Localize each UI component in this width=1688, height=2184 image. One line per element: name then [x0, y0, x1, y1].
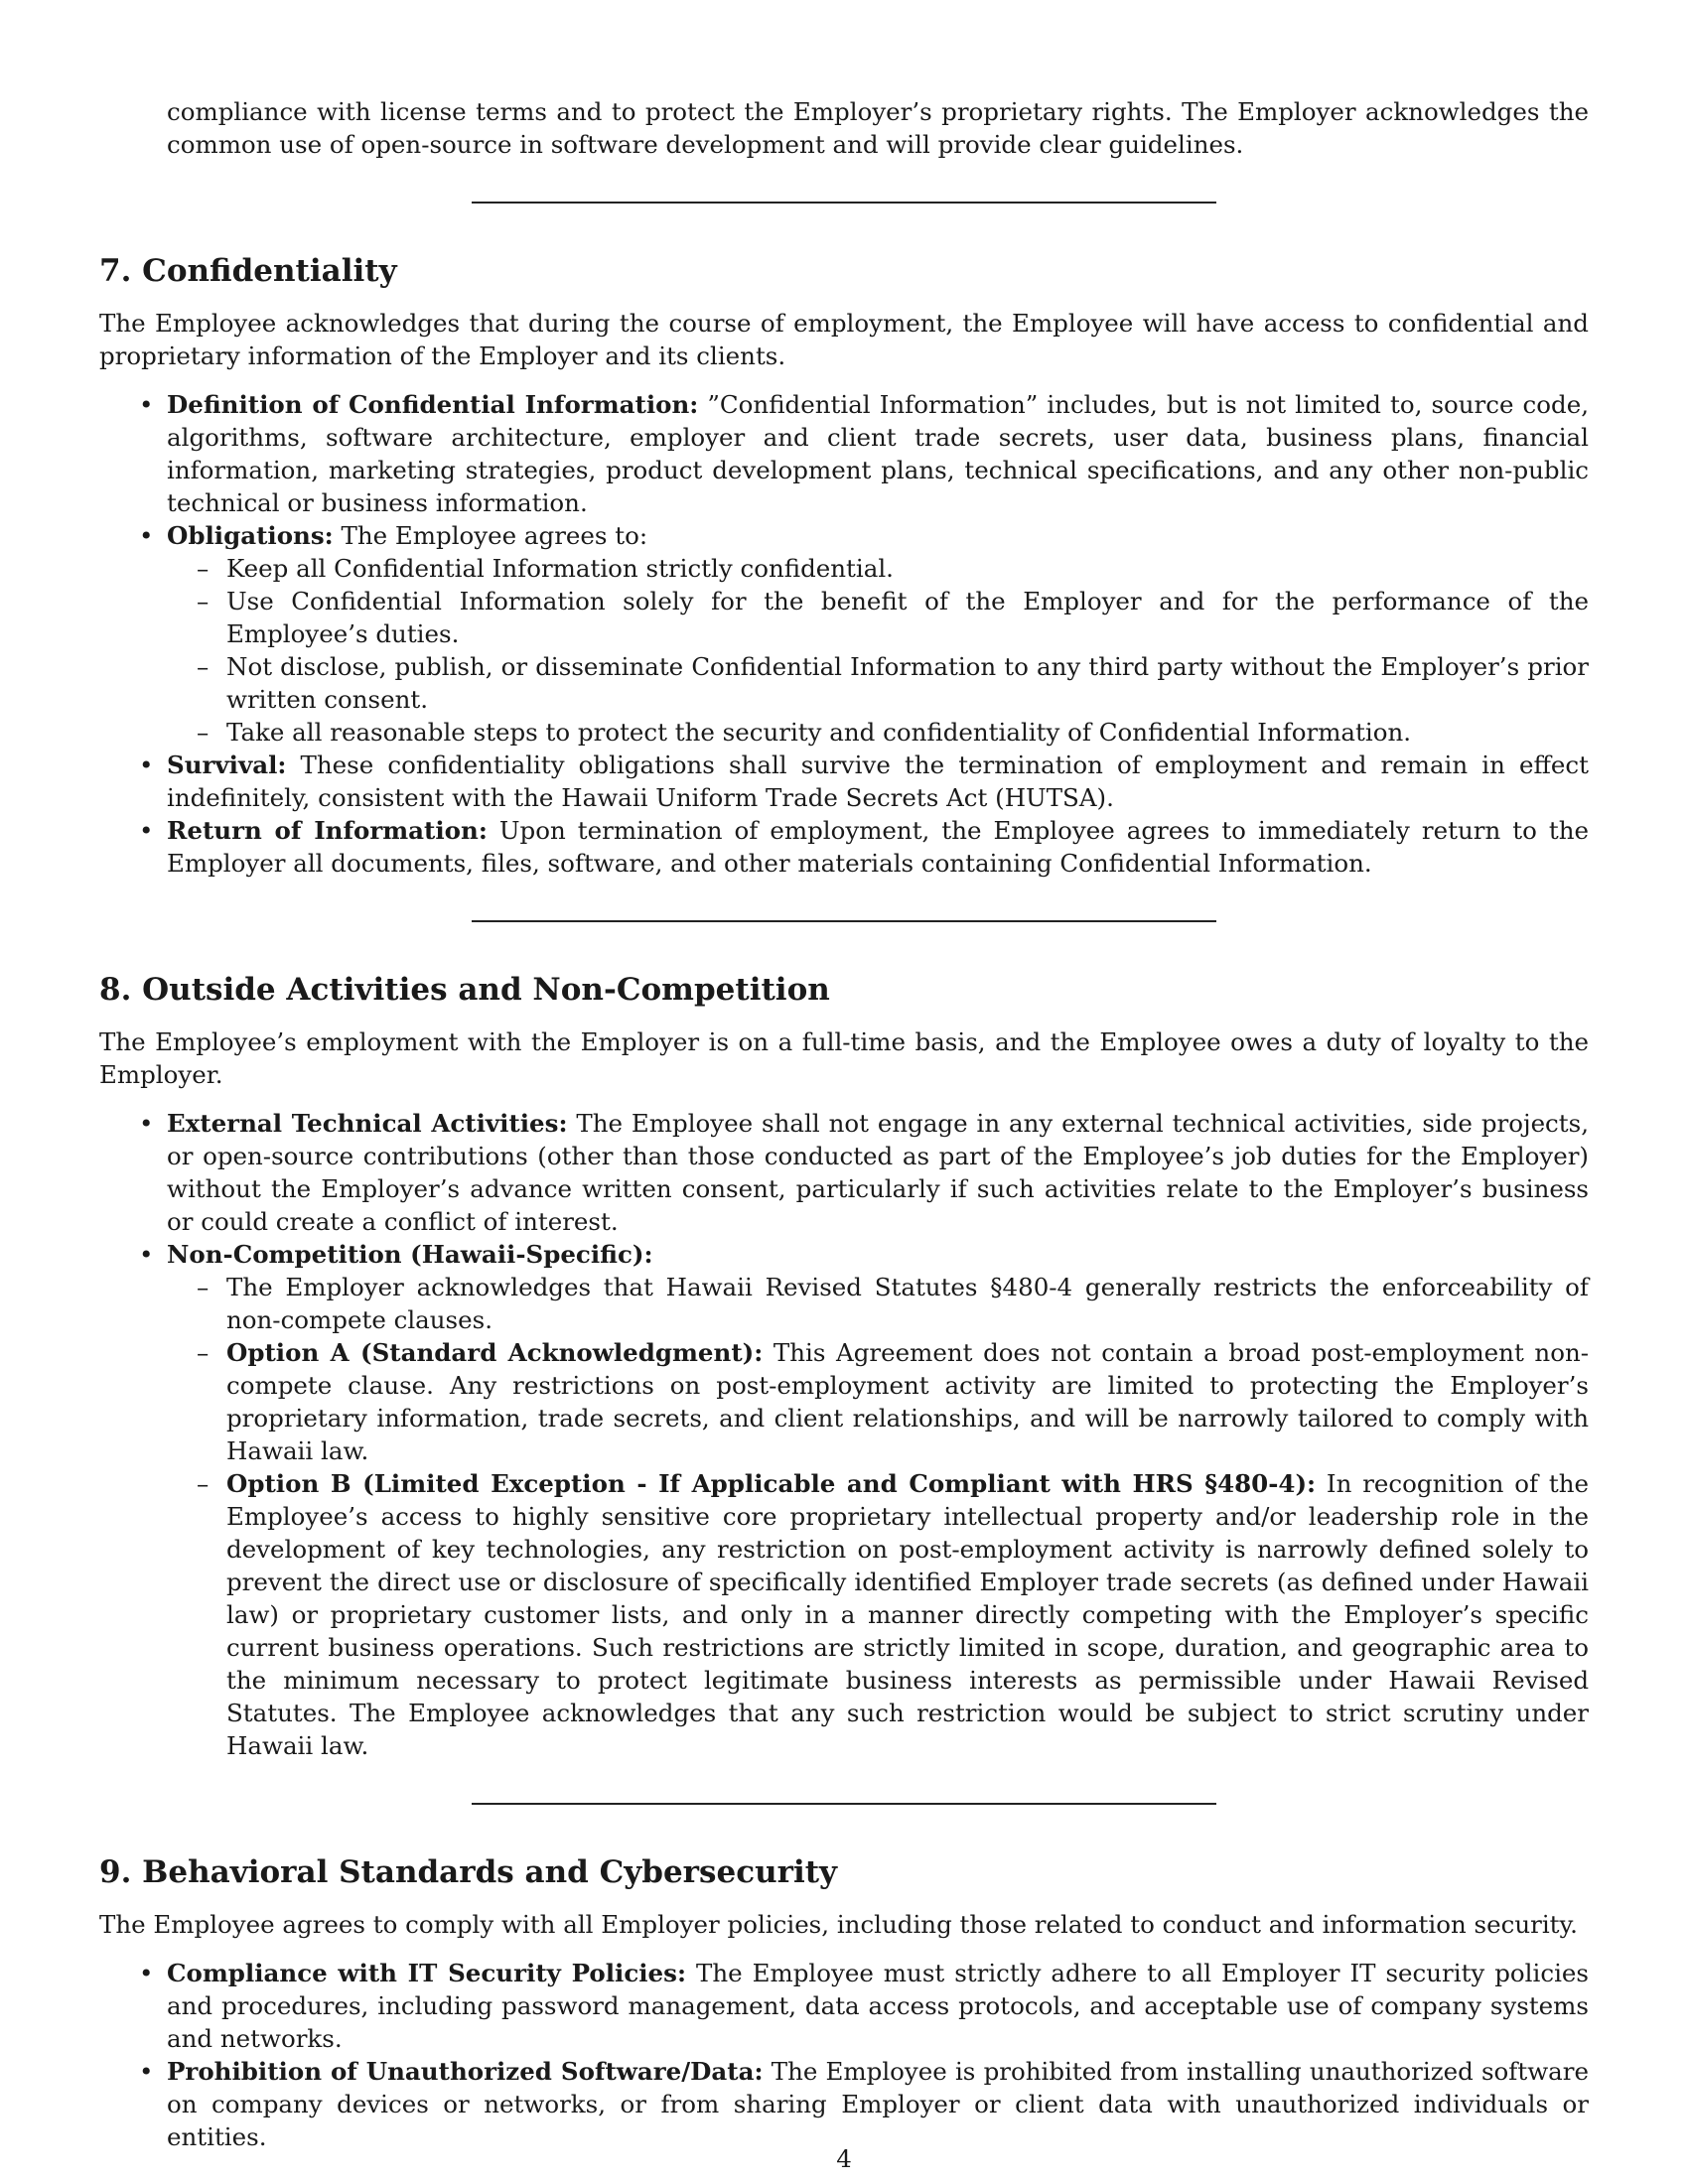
option-a-text: This Agreement does not contain a broad post-employment non-compete clause. Any restrictions on post-employment activity are limited to protecting the Employer’s proprietary information, trade secrets, and client relationships, and will be narrowly tailored to comply with Hawaii law. [226, 1338, 1590, 1465]
sub-item: – Not disclose, publish, or disseminate Confidential Information to any third party without the Employer’s prior written consent. [167, 650, 1589, 716]
sub-item [167, 1336, 1589, 1467]
list-item [99, 519, 1589, 749]
item-label: Definition of Confidential Information: [167, 390, 699, 419]
item-label: External Technical Activities: [167, 1109, 568, 1138]
non-competition-sublist [167, 1271, 1589, 1762]
section-7-intro: The Employee acknowledges that during the course of employment, the Employee will have access to confidential and proprietary information of the Employer and its clients. [99, 309, 1589, 370]
item-label: Obligations: [167, 521, 334, 550]
option-a-label: Option A (Standard Acknowledgment): [226, 1338, 764, 1367]
document-page [99, 95, 1589, 2153]
section-divider [472, 1803, 1216, 1805]
item-text: These confidentiality obligations shall survive the termination of employment and remain in effect indefinitely, consistent with the Hawaii Uniform Trade Secrets Act (HUTSA). [167, 751, 1589, 812]
item-label: Prohibition of Unauthorized Software/Data: [167, 2057, 764, 2086]
sub-item: – Keep all Confidential Information strictly confidential. [167, 552, 1589, 585]
item-text: The Employee shall not engage in any external technical activities, side projects, or open-source contributions (other than those conducted as part of the Employee’s job duties for the Employer) without the Employer’s advance written consent, particularly if such activities relate to the Employer’s business or could create a conflict of interest. [167, 1109, 1589, 1236]
page-number: 4 [836, 2144, 852, 2173]
option-b-text: In recognition of the Employee’s access to highly sensitive core proprietary intellectual property and/or leadership role in the development of key technologies, any restriction on post-employment activity is narrowly defined solely to prevent the direct use or disclosure of specifically identified Employer trade secrets (as defined under Hawaii law) or proprietary customer lists, and only in a manner directly competing with the Employer’s specific current business operations. Such restrictions are strictly limited in scope, duration, and geographic area to the minimum necessary to protect legitimate business interests as permissible under Hawaii Revised Statutes. The Employee acknowledges that any such restriction would be subject to strict scrutiny under Hawaii law. [226, 1469, 1590, 1760]
section-7-title: 7. Confidentiality [99, 253, 397, 289]
option-b-label: Option B (Limited Exception - If Applicable and Compliant with HRS §480-4): [226, 1469, 1317, 1498]
list-item [99, 1957, 1589, 2055]
intro-paragraph: compliance with license terms and to protect the Employer’s proprietary rights. The Employer acknowledges the common use of open-source in software development and will provide clear guidelines. [167, 97, 1589, 159]
section-7-list [99, 388, 1589, 880]
list-item [99, 1107, 1589, 1238]
list-item [99, 814, 1589, 880]
list-item [99, 749, 1589, 814]
item-text: The Employee is prohibited from installing unauthorized software on company devices or networks, or from sharing Employer or client data with unauthorized individuals or entities. [167, 2057, 1590, 2151]
item-text: The Employee must strictly adhere to all Employer IT security policies and procedures, including password management, data access protocols, and acceptable use of company systems and networks. [167, 1959, 1589, 2053]
section-8-title: 8. Outside Activities and Non-Competition [99, 972, 830, 1008]
item-label: Survival: [167, 751, 287, 779]
sub-item [167, 1467, 1589, 1762]
section-9-intro: The Employee agrees to comply with all Employer policies, including those related to conduct and information security. [99, 1910, 1578, 1939]
list-item [99, 388, 1589, 519]
item-label: Non-Competition (Hawaii-Specific): [167, 1240, 653, 1269]
list-item [99, 2055, 1589, 2153]
item-text: Upon termination of employment, the Employee agrees to immediately return to the Employer all documents, files, software, and other materials containing Confidential Information. [167, 816, 1589, 878]
section-divider [472, 920, 1216, 922]
list-item [99, 1238, 1589, 1762]
sub-item: – Take all reasonable steps to protect the security and confidentiality of Confidential Information. [167, 716, 1589, 749]
sub-item: – Use Confidential Information solely for the benefit of the Employer and for the performance of the Employee’s duties. [167, 585, 1589, 650]
item-label: Return of Information: [167, 816, 488, 845]
item-text: The Employee agrees to: [333, 521, 648, 550]
section-8-intro: The Employee’s employment with the Employer is on a full-time basis, and the Employee owes a duty of loyalty to the Employer. [99, 1027, 1589, 1089]
item-label: Compliance with IT Security Policies: [167, 1959, 686, 1987]
section-divider [472, 202, 1216, 204]
section-9-title: 9. Behavioral Standards and Cybersecurity [99, 1854, 838, 1890]
item-text: ”Confidential Information” includes, but is not limited to, source code, algorithms, software architecture, employer and client trade secrets, user data, business plans, financial information, marketing strategies, product development plans, technical specifications, and any other non-public technical or business information. [167, 390, 1589, 517]
section-9-list [99, 1957, 1589, 2153]
obligations-sublist [167, 552, 1589, 749]
section-8-list [99, 1107, 1589, 1762]
sub-item: – The Employer acknowledges that Hawaii Revised Statutes §480-4 generally restricts the enforceability of non-compete clauses. [167, 1271, 1589, 1336]
